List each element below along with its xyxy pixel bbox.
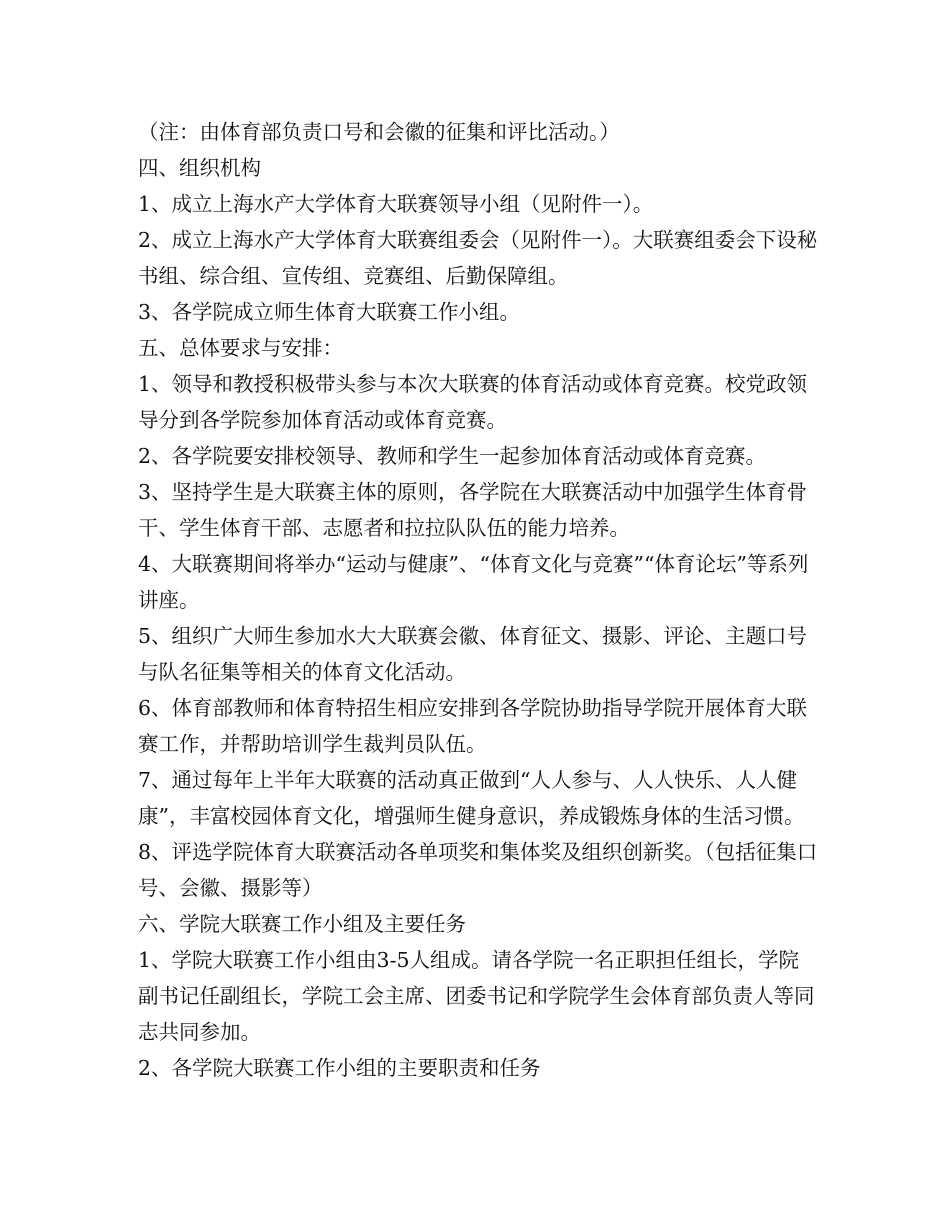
paragraph-item: 6、体育部教师和体育特招生相应安排到各学院协助指导学院开展体育大联赛工作，并帮助培训学生裁判员队伍。: [138, 696, 808, 756]
paragraph-item: 1、学院大联赛工作小组由3-5人组成。请各学院一名正职担任组长，学院副书记任副组长，学院工会主席、团委书记和学院学生会体育部负责人等同志共同参加。: [138, 948, 815, 1044]
paragraph-item: 8、评选学院体育大联赛活动各单项奖和集体奖及组织创新奖。（包括征集口号、会徽、摄影等）: [138, 840, 818, 900]
paragraph-item: 5、组织广大师生参加水大大联赛会徽、体育征文、摄影、评论、主题口号与队名征集等相关的体育文化活动。: [138, 624, 808, 684]
paragraph-item: 2、各学院要安排校领导、教师和学生一起参加体育活动或体育竞赛。: [138, 444, 767, 468]
paragraph-item: 3、各学院成立师生体育大联赛工作小组。: [138, 300, 521, 324]
section-heading-working-group: 六、学院大联赛工作小组及主要任务: [138, 912, 466, 936]
section-heading-organization: 四、组织机构: [138, 156, 261, 180]
document-body: [138, 114, 818, 1086]
paragraph-item: 1、领导和教授积极带头参与本次大联赛的体育活动或体育竞赛。校党政领导分到各学院参加体育活动或体育竞赛。: [138, 372, 808, 432]
paragraph-note: （注：由体育部负责口号和会徽的征集和评比活动。）: [138, 120, 620, 144]
paragraph-item: 1、成立上海水产大学体育大联赛领导小组（见附件一）。: [138, 192, 654, 216]
paragraph-item: 4、大联赛期间将举办“运动与健康”、“体育文化与竞赛”“体育论坛”等系列讲座。: [138, 552, 809, 612]
paragraph-item: 2、成立上海水产大学体育大联赛组委会（见附件一）。大联赛组委会下设秘书组、综合组、宣传组、竞赛组、后勤保障组。: [138, 228, 818, 288]
paragraph-item: 3、坚持学生是大联赛主体的原则，各学院在大联赛活动中加强学生体育骨干、学生体育干部、志愿者和拉拉队队伍的能力培养。: [138, 480, 808, 540]
section-heading-requirements: 五、总体要求与安排：: [138, 336, 343, 360]
paragraph-item: 7、通过每年上半年大联赛的活动真正做到“人人参与、人人快乐、人人健康”，丰富校园体育文化，增强师生健身意识，养成锻炼身体的生活习惯。: [138, 768, 805, 828]
paragraph-item: 2、各学院大联赛工作小组的主要职责和任务: [138, 1056, 541, 1080]
